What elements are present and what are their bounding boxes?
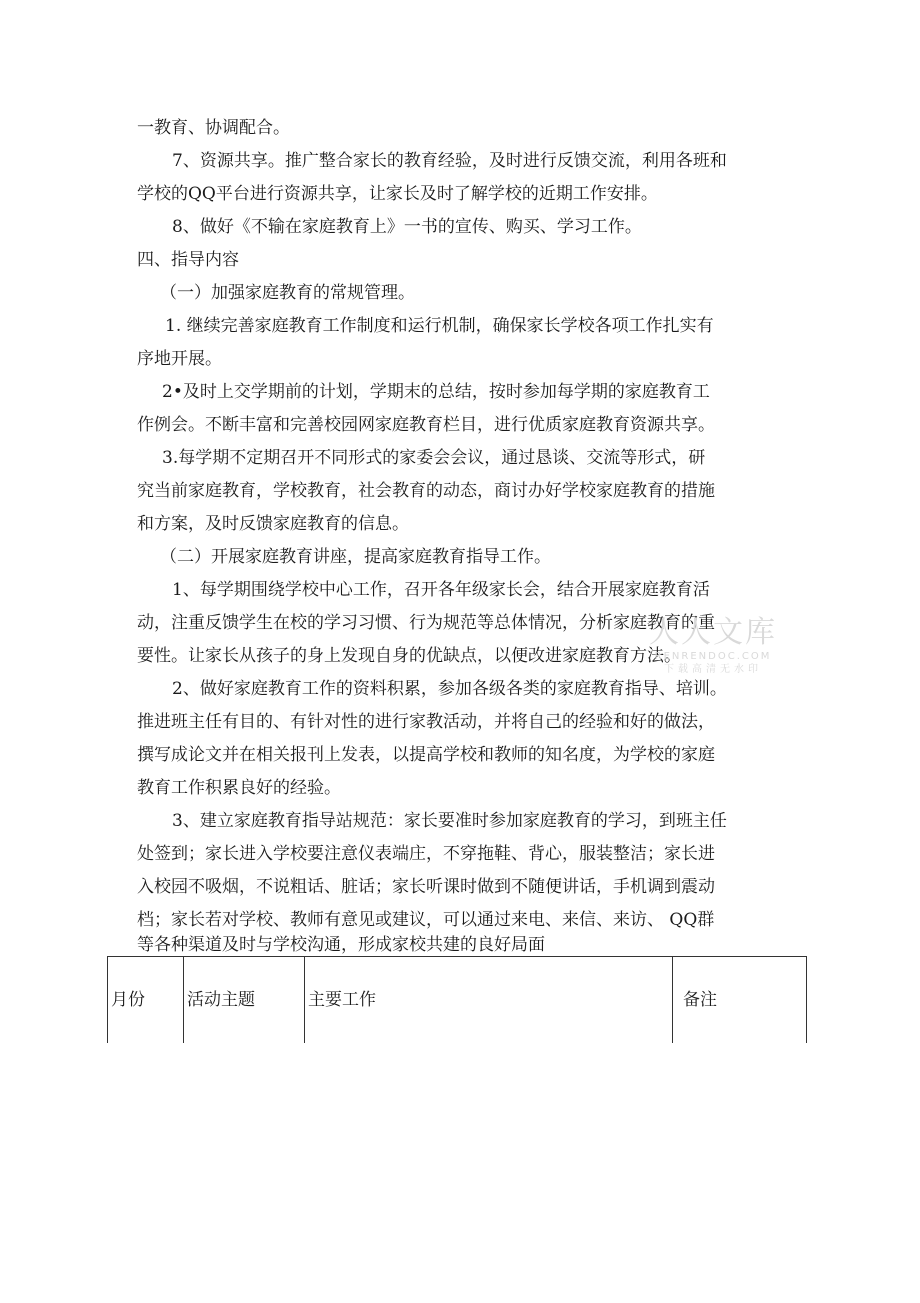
paragraph-line: 和方案，及时反馈家庭教育的信息。 xyxy=(137,514,409,534)
paragraph-line: 学校的QQ平台进行资源共享，让家长及时了解学校的近期工作安排。 xyxy=(137,184,658,204)
paragraph-line: 2•及时上交学期前的计划，学期末的总结，按时参加每学期的家庭教育工 xyxy=(162,382,710,402)
paragraph-line: 一教育、协调配合。 xyxy=(137,118,290,138)
watermark-logo xyxy=(648,615,778,695)
table-header-theme: 活动主题 xyxy=(184,957,305,1043)
paragraph-line: 入校园不吸烟，不说粗话、脏话；家长听课时做到不随便讲话，手机调到震动 xyxy=(137,877,715,897)
paragraph-line: 教育工作积累良好的经验。 xyxy=(137,778,341,798)
paragraph-line: 撰写成论文并在相关报刊上发表，以提高学校和教师的知名度，为学校的家庭 xyxy=(137,745,715,765)
paragraph-line: 序地开展。 xyxy=(137,349,222,369)
paragraph-line: 8、做好《不输在家庭教育上》一书的宣传、购买、学习工作。 xyxy=(172,217,642,237)
watermark-domain: RENRENDOC.COM xyxy=(654,651,772,662)
paragraph-line: 处签到；家长进入学校要注意仪表端庄，不穿拖鞋、背心，服装整洁；家长进 xyxy=(137,844,715,864)
paragraph-line: 究当前家庭教育，学校教育，社会教育的动态，商讨办好学校家庭教育的措施 xyxy=(137,481,715,501)
paragraph-line: 推进班主任有目的、有针对性的进行家教活动，并将自己的经验和好的做法， xyxy=(137,712,715,732)
subsection-heading: （二）开展家庭教育讲座，提高家庭教育指导工作。 xyxy=(160,547,551,567)
paragraph-line: 要性。让家长从孩子的身上发现自身的优缺点，以便改进家庭教育方法。 xyxy=(137,646,681,666)
table-header-month: 月份 xyxy=(108,957,184,1043)
subsection-heading: （一）加强家庭教育的常规管理。 xyxy=(160,283,415,303)
watermark-title: 人人文库 xyxy=(649,615,777,650)
paragraph-line: 等各种渠道及时与学校沟通，形成家校共建的良好局面 xyxy=(137,935,545,955)
paragraph-line: 3.每学期不定期召开不同形式的家委会会议，通过恳谈、交流等形式，研 xyxy=(162,448,706,468)
paragraph-line: 作例会。不断丰富和完善校园网家庭教育栏目，进行优质家庭教育资源共享。 xyxy=(137,415,715,435)
paragraph-line: 2、做好家庭教育工作的资料积累，参加各级各类的家庭教育指导、培训。 xyxy=(172,679,727,699)
paragraph-line: 3、建立家庭教育指导站规范：家长要准时参加家庭教育的学习，到班主任 xyxy=(172,811,727,831)
schedule-table xyxy=(107,956,807,1043)
section-heading: 四、指导内容 xyxy=(137,250,239,270)
paragraph-line: 动，注重反馈学生在校的学习习惯、行为规范等总体情况，分析家庭教育的重 xyxy=(137,613,715,633)
paragraph-line: 7、资源共享。推广整合家长的教育经验，及时进行反馈交流，利用各班和 xyxy=(172,151,727,171)
table-header-work: 主要工作 xyxy=(305,957,673,1043)
watermark-subtitle: 下载高清无水印 xyxy=(664,664,762,675)
paragraph-line: 档；家长若对学校、教师有意见或建议，可以通过来电、来信、来访、 QQ群 xyxy=(137,910,715,930)
paragraph-line: 1、每学期围绕学校中心工作，召开各年级家长会，结合开展家庭教育活 xyxy=(172,580,710,600)
paragraph-line: 1. 继续完善家庭教育工作制度和运行机制，确保家长学校各项工作扎实有 xyxy=(165,316,714,336)
table-header-remarks: 备注 xyxy=(683,990,717,1010)
